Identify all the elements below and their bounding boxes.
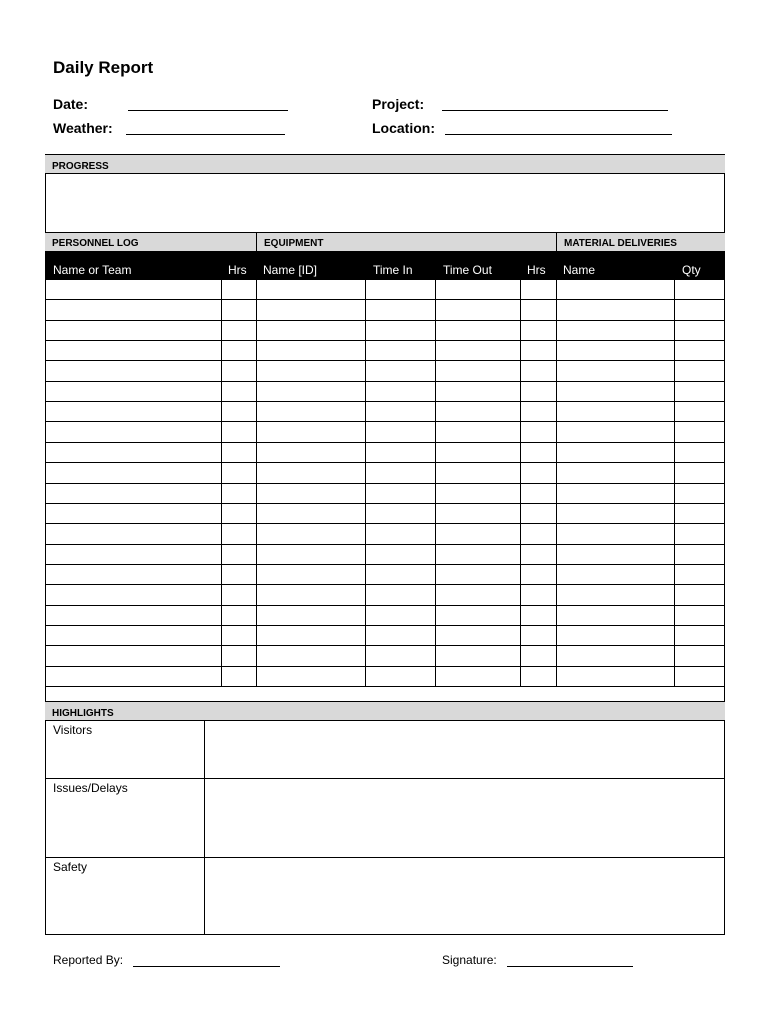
- table-row-line: [45, 523, 725, 524]
- location-field[interactable]: [445, 123, 672, 135]
- col-equipment-hrs: Hrs: [527, 263, 546, 277]
- safety-label: Safety: [53, 860, 88, 874]
- personnel-log-title: PERSONNEL LOG: [52, 238, 139, 249]
- table-row-line: [45, 442, 725, 443]
- table-row-line: [45, 320, 725, 321]
- table-row-line: [45, 483, 725, 484]
- reported-by-field[interactable]: [133, 966, 280, 967]
- table-column-divider: [520, 279, 521, 686]
- col-equipment-name: Name [ID]: [263, 263, 318, 277]
- table-row-line: [45, 544, 725, 545]
- table-row-line: [45, 299, 725, 300]
- material-deliveries-header: [556, 232, 725, 252]
- date-label: Date:: [53, 96, 89, 112]
- page-title: Daily Report: [53, 58, 154, 77]
- table-column-divider: [674, 279, 675, 686]
- project-label: Project:: [372, 96, 425, 112]
- table-row-line: [45, 462, 725, 463]
- table-column-divider: [256, 279, 257, 686]
- table-row-line: [45, 360, 725, 361]
- table-row-line: [45, 381, 725, 382]
- col-time-in: Time In: [373, 263, 413, 277]
- table-row-line: [45, 605, 725, 606]
- material-deliveries-title: MATERIAL DELIVERIES: [564, 238, 677, 249]
- weather-field[interactable]: [126, 123, 285, 135]
- col-name-or-team: Name or Team: [53, 263, 132, 277]
- table-column-divider: [556, 279, 557, 686]
- table-row-line: [45, 421, 725, 422]
- reported-by-label: Reported By:: [53, 953, 124, 967]
- project-field[interactable]: [442, 99, 668, 111]
- signature-field[interactable]: [507, 966, 633, 967]
- issues-delays-label: Issues/Delays: [53, 781, 128, 795]
- safety-field[interactable]: [205, 858, 724, 934]
- table-column-divider: [221, 279, 222, 686]
- progress-field[interactable]: [46, 174, 724, 232]
- visitors-field[interactable]: [205, 722, 724, 778]
- personnel-log-header: [45, 232, 256, 252]
- visitors-label: Visitors: [53, 723, 93, 737]
- table-row-line: [45, 584, 725, 585]
- table-column-divider: [365, 279, 366, 686]
- col-qty: Qty: [682, 263, 701, 277]
- table-row-line: [45, 666, 725, 667]
- signature-label: Signature:: [442, 953, 497, 967]
- progress-title: PROGRESS: [52, 161, 109, 172]
- col-material-name: Name: [563, 263, 596, 277]
- table-row-line: [45, 645, 725, 646]
- col-personnel-hrs: Hrs: [228, 263, 247, 277]
- location-label: Location:: [372, 120, 435, 136]
- weather-label: Weather:: [53, 120, 113, 136]
- table-row-line: [45, 279, 725, 280]
- issues-delays-field[interactable]: [205, 779, 724, 857]
- equipment-header: [256, 232, 556, 252]
- table-row-line: [45, 401, 725, 402]
- highlights-header: [45, 701, 725, 721]
- table-row-line: [45, 340, 725, 341]
- col-time-out: Time Out: [443, 263, 492, 277]
- equipment-title: EQUIPMENT: [264, 238, 324, 249]
- table-row-line: [45, 686, 725, 687]
- highlights-title: HIGHLIGHTS: [52, 708, 114, 719]
- table-row-line: [45, 503, 725, 504]
- table-column-divider: [435, 279, 436, 686]
- table-row-line: [45, 564, 725, 565]
- progress-header: [45, 154, 725, 174]
- table-row-line: [45, 625, 725, 626]
- date-field[interactable]: [128, 99, 288, 111]
